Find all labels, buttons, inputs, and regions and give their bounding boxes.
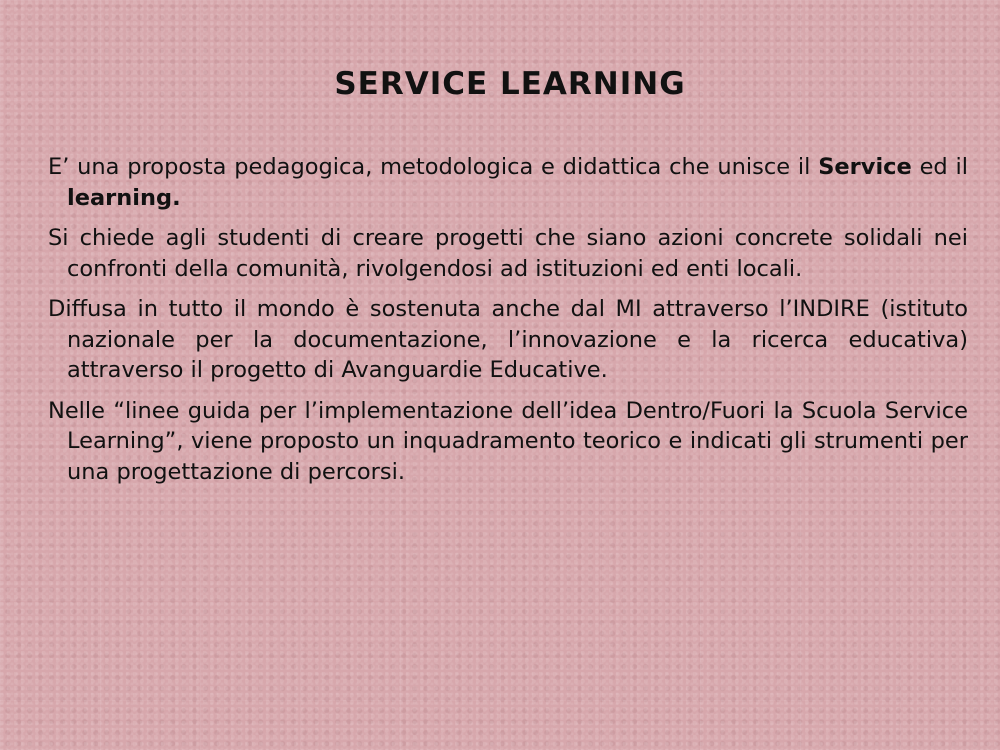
- paragraph-definition-connector: ed il: [911, 154, 968, 180]
- paragraph-definition: [48, 152, 968, 213]
- slide-body: [48, 152, 968, 497]
- paragraph-students: Si chiede agli studenti di creare progetti che siano azioni concrete solidali nei confronti della comunità, rivolgendosi ad istituzioni ed enti locali.: [48, 225, 968, 282]
- service-bold-word: Service: [818, 154, 912, 180]
- paragraph-guidelines: Nelle “linee guida per l’implementazione dell’idea Dentro/Fuori la Scuola Service Learning”, viene proposto un inquadramento teorico e indicati gli strumenti per una progettazione di percorsi.: [48, 397, 968, 485]
- paragraph-diffusion: Diffusa in tutto il mondo è sostenuta anche dal MI attraverso l’INDIRE (istituto nazionale per la documentazione, l’innovazione e la ricerca educativa) attraverso il progetto di Avanguardie Educative.: [48, 296, 968, 383]
- slide-title: SERVICE LEARNING: [334, 66, 686, 102]
- paragraph-definition-text: E’ una proposta pedagogica, metodologica e didattica che unisce il: [48, 154, 819, 180]
- learning-bold-word: learning.: [67, 184, 181, 211]
